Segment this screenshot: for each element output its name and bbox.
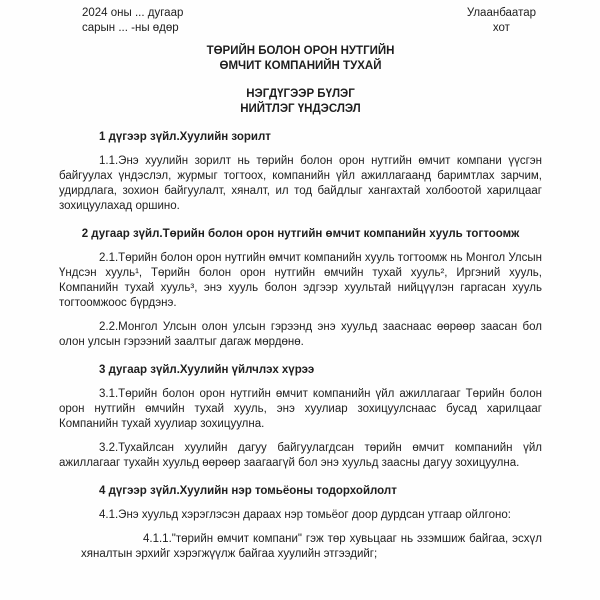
paragraph-2-1: 2.1.Төрийн болон орон нутгийн өмчит компанийн хууль тогтоомж нь Монгол Улсын Үндсэн хууль¹, Төрийн болон орон нутгийн өмчийн тухай хууль², Иргэний хууль, Компанийн тухай хууль³, энэ хууль болон эдгээр хуультай нийцүүлэн гаргасан хууль тогтоомжоос бүрдэнэ. xyxy=(59,252,542,309)
law-title-line-1: ТӨРИЙН БОЛОН ОРОН НУТГИЙН xyxy=(206,45,395,57)
date-block xyxy=(82,6,183,36)
section-2 xyxy=(59,227,542,350)
paragraph-3-2: 3.2.Тухайлсан хуулийн дагуу байгуулагдсан төрийн өмчит компанийн үйл ажиллагааг тухайн хуульд өөрөөр заагаагүй бол энэ хуульд заасны дагуу зохицуулна. xyxy=(59,442,542,469)
place-block xyxy=(467,6,536,36)
section-3-heading: 3 дугаар зүйл.Хуулийн үйлчлэх хүрээ xyxy=(99,364,315,376)
chapter-heading-line-1: НЭГДҮГЭЭР БҮЛЭГ xyxy=(246,88,355,100)
section-1-heading: 1 дүгээр зүйл.Хуулийн зорилт xyxy=(99,131,271,143)
paragraph-4-1-1: 4.1.1."төрийн өмчит компани" гэж төр хувьцааг нь эзэмшиж байгаа, эсхүл хяналтын эрхийг хэрэгжүүлж байгаа хуулийн этгээдийг; xyxy=(81,533,542,560)
place-line-2: хот xyxy=(492,22,510,34)
section-2-heading: 2 дугаар зүйл.Төрийн болон орон нутгийн өмчит компанийн хууль тогтоомж xyxy=(81,228,520,240)
paragraph-2-2: 2.2.Монгол Улсын олон улсын гэрээнд энэ хуульд зааснаас өөрөөр заасан бол олон улсын гэрээний заалтыг дагаж мөрдөнө. xyxy=(59,321,542,348)
section-4 xyxy=(59,484,542,562)
paragraph-3-1: 3.1.Төрийн болон орон нутгийн өмчит компанийн үйл ажиллагааг Төрийн болон орон нутгийн өмчийн тухай хууль, энэ хуулиар зохицуулснаас бусад харилцааг Компанийн тухай хуулиар зохицуулна. xyxy=(59,388,542,430)
paragraph-1-1: 1.1.Энэ хуулийн зорилт нь төрийн болон орон нутгийн өмчит компани үүсгэн байгуулах үндэслэл, журмыг тогтоох, компанийн үйл ажиллагаанд баримтлах зарчим, удирдлага, зохион байгуулалт, хяналт, ил тод байдлыг хангахтай холбоотой харилцааг зохицуулахад оршино. xyxy=(59,155,542,212)
place-line-1: Улаанбаатар xyxy=(466,7,536,19)
date-line-1: 2024 оны ... дугаар xyxy=(82,7,184,19)
date-line-2: сарын ... -ны өдөр xyxy=(82,22,179,34)
section-3 xyxy=(59,363,542,471)
page-header xyxy=(59,6,542,36)
chapter-heading xyxy=(59,87,542,117)
section-4-heading: 4 дүгээр зүйл.Хуулийн нэр томьёоны тодорхойлолт xyxy=(99,485,397,497)
paragraph-4-1: 4.1.Энэ хуульд хэрэглэсэн дараах нэр томьёог доор дурдсан утгаар ойлгоно: xyxy=(99,509,511,521)
section-1 xyxy=(59,130,542,214)
law-title xyxy=(59,44,542,74)
law-title-line-2: ӨМЧИТ КОМПАНИЙН ТУХАЙ xyxy=(219,60,382,72)
chapter-heading-line-2: НИЙТЛЭГ ҮНДЭСЛЭЛ xyxy=(240,103,361,115)
